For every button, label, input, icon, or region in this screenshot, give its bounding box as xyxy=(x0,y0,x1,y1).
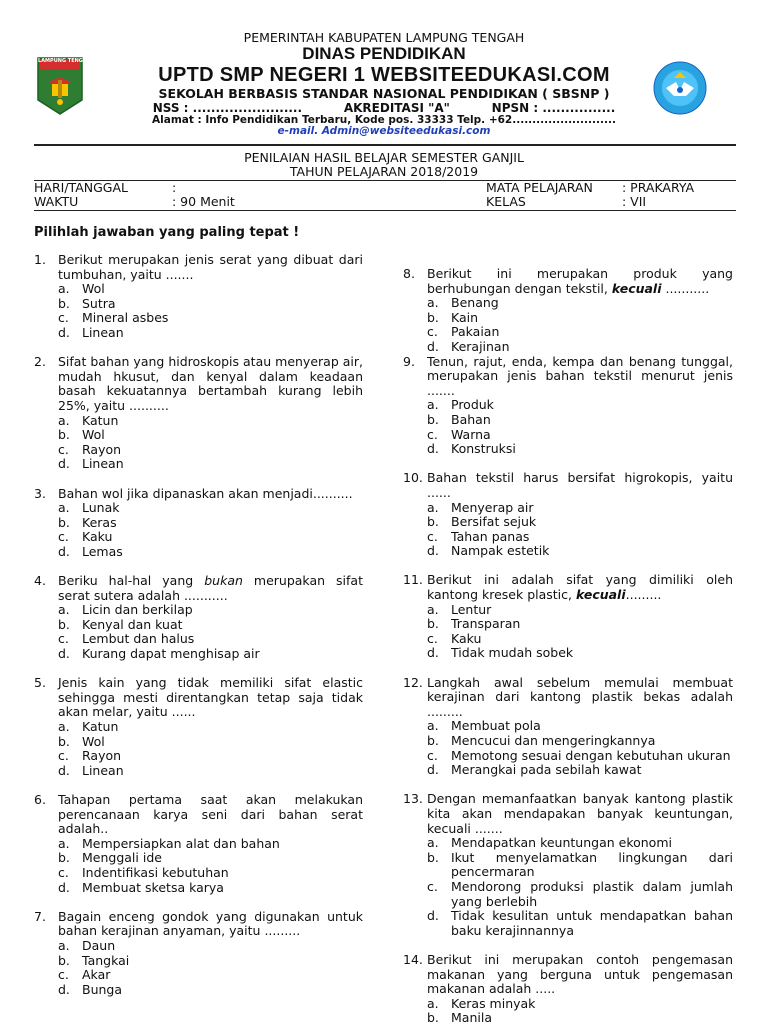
answer-option xyxy=(427,398,733,413)
option-letter: d. xyxy=(58,981,70,997)
option-letter: d. xyxy=(58,456,70,472)
answer-option xyxy=(58,443,363,458)
subject-value: : PRAKARYA xyxy=(622,180,695,195)
option-letter: c. xyxy=(58,441,69,457)
day-label: HARI/TANGGAL xyxy=(34,180,128,195)
option-letter: d. xyxy=(58,646,70,662)
answer-option xyxy=(58,881,363,896)
answer-option xyxy=(58,545,363,560)
question-text: Bahan tekstil harus bersifat higrokopis, yaitu ...... xyxy=(427,470,733,500)
option-text: Produk xyxy=(451,397,494,413)
option-text: Bersifat sejuk xyxy=(451,514,537,530)
option-letter: a. xyxy=(58,412,70,428)
option-letter: d. xyxy=(58,762,70,778)
option-letter: b. xyxy=(58,295,70,311)
school-email: e-mail. Admin@websiteedukasi.com xyxy=(277,125,491,137)
question-number: 11. xyxy=(403,572,423,588)
option-letter: b. xyxy=(427,616,439,632)
class-value: : VII xyxy=(622,194,647,209)
question-text: Beriku hal-hal yang bukan merupakan sifat serat sutera adalah ........... xyxy=(58,573,363,603)
option-letter: b. xyxy=(58,616,70,632)
question-3 xyxy=(34,487,363,560)
answer-option xyxy=(427,997,733,1012)
question-text: Bagain enceng gondok yang digunakan untuk bahan kerajinan anyaman, yaitu ......... xyxy=(58,908,363,939)
option-letter: b. xyxy=(427,411,439,427)
answer-option xyxy=(58,866,363,881)
option-letter: b. xyxy=(58,514,70,530)
answer-option xyxy=(58,632,363,647)
option-text: Wol xyxy=(82,733,105,749)
option-text: Tidak mudah sobek xyxy=(451,645,574,661)
option-text: Bahan xyxy=(451,411,491,427)
question-text: Berikut ini adalah sifat yang dimiliki oleh kantong kresek plastic, kecuali......... xyxy=(427,572,733,603)
answer-option xyxy=(427,413,733,428)
questions-right-column xyxy=(403,267,733,1026)
option-letter: a. xyxy=(427,295,439,311)
option-letter: a. xyxy=(58,719,70,734)
option-text: Menggali ide xyxy=(82,850,162,866)
answer-option xyxy=(427,311,733,326)
option-letter: d. xyxy=(427,338,439,354)
answer-option xyxy=(58,414,363,429)
question-text: Tahapan pertama saat akan melakukan perencanaan karya seni dari bahan serat adalah.. xyxy=(58,791,363,837)
answer-option xyxy=(427,763,733,778)
answer-option xyxy=(58,603,363,618)
option-letter: d. xyxy=(58,543,70,559)
option-letter: a. xyxy=(427,835,439,851)
class-label: KELAS xyxy=(486,194,526,209)
answer-option xyxy=(427,428,733,443)
answer-option xyxy=(427,515,733,530)
question-11 xyxy=(403,573,733,661)
question-number: 2. xyxy=(34,354,46,370)
option-text: Warna xyxy=(451,426,491,442)
answer-option xyxy=(58,983,363,998)
school-ids: NSS : ........................ AKREDITASI "A" NPSN : ................ xyxy=(152,101,616,115)
option-text: Keras minyak xyxy=(451,995,536,1011)
option-letter: d. xyxy=(427,908,439,924)
option-letter: b. xyxy=(58,952,70,968)
option-text: Rayon xyxy=(82,441,122,457)
answer-option xyxy=(427,836,733,851)
question-text: Berikut ini merupakan contoh pengemasan makanan yang berguna untuk pengemasan makanan adalah ..... xyxy=(427,951,733,997)
info-bottom-rule xyxy=(34,210,736,211)
government-name: PEMERINTAH KABUPATEN LAMPUNG TENGAH xyxy=(243,30,525,45)
school-standard: SEKOLAH BERBASIS STANDAR NASIONAL PENDIDIKAN ( SBSNP ) xyxy=(158,86,610,101)
question-5 xyxy=(34,676,363,778)
question-2 xyxy=(34,355,363,472)
option-text: Pakaian xyxy=(451,324,500,340)
option-text: Lentur xyxy=(451,601,492,617)
option-letter: c. xyxy=(427,528,438,544)
option-letter: d. xyxy=(427,645,439,661)
school-name: UPTD SMP NEGERI 1 WEBSITEEDUKASI.COM xyxy=(158,64,610,86)
exam-year: TAHUN PELAJARAN 2018/2019 xyxy=(289,164,479,179)
option-letter: c. xyxy=(427,324,438,340)
option-text: Kenyal dan kuat xyxy=(82,616,183,632)
question-number: 1. xyxy=(34,252,46,267)
answer-option xyxy=(58,954,363,969)
option-letter: c. xyxy=(427,426,438,442)
option-text: Mineral asbes xyxy=(82,310,169,326)
option-letter: a. xyxy=(427,397,439,413)
option-text: Menyerap air xyxy=(451,499,534,515)
option-text: Katun xyxy=(82,412,119,428)
answer-option xyxy=(58,326,363,341)
answer-option xyxy=(427,544,733,559)
option-text: Merangkai pada sebilah kawat xyxy=(451,762,642,778)
option-letter: b. xyxy=(427,309,439,325)
option-letter: b. xyxy=(427,733,439,748)
question-number: 7. xyxy=(34,908,46,924)
question-7 xyxy=(34,910,363,998)
option-text: Keras xyxy=(82,514,117,530)
option-text: Lembut dan halus xyxy=(82,631,195,647)
answer-option xyxy=(427,442,733,457)
option-text: Kaku xyxy=(451,630,482,646)
answer-option xyxy=(58,501,363,516)
option-text: Indentifikasi kebutuhan xyxy=(82,864,229,880)
answer-option xyxy=(58,428,363,443)
option-text: Tangkai xyxy=(82,952,130,968)
answer-option xyxy=(427,325,733,340)
option-text: Ikut menyelamatkan lingkungan dari pencermaran xyxy=(451,849,733,880)
exam-title: PENILAIAN HASIL BELAJAR SEMESTER GANJIL xyxy=(244,150,524,165)
option-text: Kerajinan xyxy=(451,338,510,354)
option-letter: b. xyxy=(427,514,439,530)
option-text: Benang xyxy=(451,295,499,311)
answer-option xyxy=(427,296,733,311)
option-letter: d. xyxy=(427,441,439,457)
answer-option xyxy=(427,646,733,661)
answer-option xyxy=(58,647,363,662)
answer-option xyxy=(58,735,363,750)
questions-left-column xyxy=(34,253,363,997)
header-rule xyxy=(34,144,736,146)
answer-option xyxy=(427,340,733,355)
answer-option xyxy=(58,851,363,866)
option-text: Memotong sesuai dengan kebutuhan ukuran xyxy=(451,747,731,763)
option-letter: c. xyxy=(58,748,69,764)
option-text: Mencucui dan mengeringkannya xyxy=(451,733,656,748)
question-10 xyxy=(403,471,733,559)
department-name: DINAS PENDIDIKAN xyxy=(302,44,466,63)
question-13 xyxy=(403,792,733,938)
answer-option xyxy=(427,734,733,749)
question-12 xyxy=(403,676,733,778)
option-letter: a. xyxy=(58,281,70,297)
question-number: 8. xyxy=(403,266,415,281)
answer-option xyxy=(58,516,363,531)
question-14 xyxy=(403,953,733,1026)
option-letter: b. xyxy=(427,1010,439,1026)
option-letter: a. xyxy=(58,835,70,851)
answer-option xyxy=(427,880,733,909)
answer-option xyxy=(58,297,363,312)
option-letter: a. xyxy=(58,937,70,953)
question-text: Jenis kain yang tidak memiliki sifat elastic sehingga mesti direntangkan tetap saja tidak akan melar, yaitu ...... xyxy=(58,675,363,720)
answer-option xyxy=(58,749,363,764)
option-letter: a. xyxy=(427,601,439,617)
option-text: Mempersiapkan alat dan bahan xyxy=(82,835,280,851)
answer-option xyxy=(58,311,363,326)
option-letter: a. xyxy=(427,995,439,1011)
question-number: 13. xyxy=(403,791,423,807)
answer-option xyxy=(427,719,733,734)
option-text: Wol xyxy=(82,281,105,297)
question-number: 12. xyxy=(403,674,423,690)
answer-option xyxy=(427,603,733,618)
question-6 xyxy=(34,793,363,895)
option-text: Kurang dapat menghisap air xyxy=(82,646,260,662)
instruction: Pilihlah jawaban yang paling tepat ! xyxy=(34,225,300,240)
question-1 xyxy=(34,253,363,341)
subject-label: MATA PELAJARAN xyxy=(486,180,593,195)
option-letter: c. xyxy=(58,310,69,326)
option-text: Bunga xyxy=(82,981,123,997)
option-text: Mendapatkan keuntungan ekonomi xyxy=(451,835,672,851)
day-value: : xyxy=(172,180,177,195)
answer-option xyxy=(427,909,733,938)
option-text: Tidak kesulitan untuk mendapatkan bahan baku kerajinnannya xyxy=(451,908,733,938)
option-letter: d. xyxy=(427,543,439,559)
answer-option xyxy=(427,632,733,647)
option-text: Transparan xyxy=(451,616,521,632)
question-text: Berikut ini merupakan produk yang berhubungan dengan tekstil, kecuali ........... xyxy=(427,266,733,296)
question-number: 5. xyxy=(34,675,46,691)
answer-option xyxy=(58,720,363,735)
option-letter: c. xyxy=(58,864,69,880)
option-text: Manila xyxy=(451,1010,492,1026)
question-4 xyxy=(34,574,363,662)
option-letter: b. xyxy=(58,427,70,443)
question-8 xyxy=(403,267,733,355)
option-text: Sutra xyxy=(82,295,116,311)
answer-option xyxy=(58,530,363,545)
option-text: Membuat sketsa karya xyxy=(82,879,224,895)
option-text: Kaku xyxy=(82,529,113,545)
option-text: Rayon xyxy=(82,748,122,764)
option-letter: c. xyxy=(58,967,69,983)
time-value: : 90 Menit xyxy=(172,194,235,209)
answer-option xyxy=(58,968,363,983)
option-letter: d. xyxy=(58,324,70,340)
option-text: Nampak estetik xyxy=(451,543,550,559)
question-9 xyxy=(403,355,733,457)
answer-option xyxy=(58,939,363,954)
answer-option xyxy=(58,618,363,633)
answer-option xyxy=(427,851,733,880)
option-letter: a. xyxy=(427,718,439,734)
option-text: Lemas xyxy=(82,543,123,559)
question-text: Langkah awal sebelum memulai membuat kerajinan dari kantong plastik bekas adalah ......... xyxy=(427,674,733,719)
option-letter: a. xyxy=(58,500,70,516)
option-text: Katun xyxy=(82,719,119,734)
option-text: Linean xyxy=(82,762,124,778)
question-text: Berikut merupakan jenis serat yang dibuat dari tumbuhan, yaitu ....... xyxy=(58,252,363,282)
option-text: Linean xyxy=(82,456,124,472)
answer-option xyxy=(58,837,363,852)
answer-option xyxy=(427,617,733,632)
question-number: 14. xyxy=(403,951,423,967)
option-text: Kain xyxy=(451,309,479,325)
answer-option xyxy=(58,457,363,472)
option-letter: c. xyxy=(58,529,69,545)
question-number: 4. xyxy=(34,573,46,589)
option-text: Licin dan berkilap xyxy=(82,602,193,618)
option-letter: b. xyxy=(58,733,70,749)
option-letter: c. xyxy=(427,747,438,763)
answer-option xyxy=(427,501,733,516)
option-text: Tahan panas xyxy=(451,528,530,544)
option-letter: a. xyxy=(427,499,439,515)
option-text: Membuat pola xyxy=(451,718,541,734)
option-letter: d. xyxy=(58,879,70,895)
school-address: Alamat : Info Pendidikan Terbaru, Kode pos. 33333 Telp. +62.......................... xyxy=(152,114,616,126)
time-label: WAKTU xyxy=(34,194,79,209)
question-number: 10. xyxy=(403,470,423,486)
option-letter: c. xyxy=(427,630,438,646)
option-letter: c. xyxy=(427,878,438,894)
question-text: Sifat bahan yang hidroskopis atau menyerap air, mudah hkusut, dan kenyal dalam keadaan basah kekuatannya bertambah kurang lebih 25%, yaitu .......... xyxy=(58,354,363,413)
option-letter: b. xyxy=(427,849,439,865)
option-text: Wol xyxy=(82,427,105,443)
option-text: Mendorong produksi plastik dalam jumlah yang berlebih xyxy=(451,878,733,909)
option-text: Lunak xyxy=(82,500,120,516)
option-text: Akar xyxy=(82,967,111,983)
question-text: Tenun, rajut, enda, kempa dan benang tunggal, merupakan jenis bahan tekstil menurut jenis ....... xyxy=(427,353,733,398)
answer-option xyxy=(58,282,363,297)
question-number: 9. xyxy=(403,353,415,369)
option-letter: c. xyxy=(58,631,69,647)
option-letter: d. xyxy=(427,762,439,778)
emblem-caption: LAMPUNG TENGAH xyxy=(38,58,91,64)
answer-option xyxy=(58,764,363,779)
option-letter: a. xyxy=(58,602,70,618)
question-text: Bahan wol jika dipanaskan akan menjadi.......... xyxy=(58,485,353,501)
option-letter: b. xyxy=(58,850,70,866)
answer-option xyxy=(427,530,733,545)
option-text: Konstruksi xyxy=(451,441,516,457)
option-text: Daun xyxy=(82,937,116,953)
answer-option xyxy=(427,749,733,764)
question-number: 3. xyxy=(34,485,46,501)
option-text: Linean xyxy=(82,324,124,340)
question-text: Dengan memanfaatkan banyak kantong plastik kita akan mendapakan banyak keuntungan, kecuali ....... xyxy=(427,791,733,836)
question-number: 6. xyxy=(34,791,46,807)
